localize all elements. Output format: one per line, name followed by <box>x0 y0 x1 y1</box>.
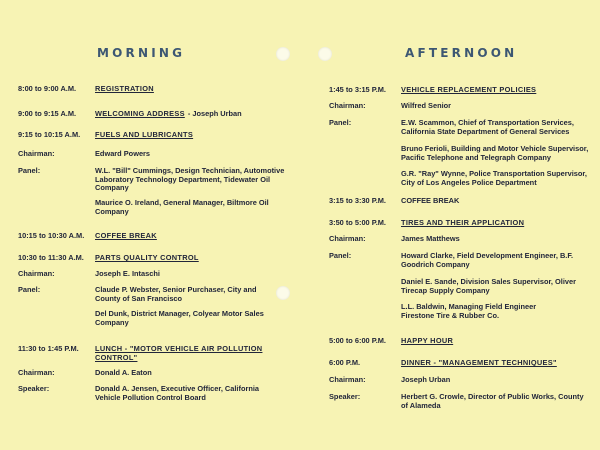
panel-label: Panel: <box>18 166 41 175</box>
panel-member-line: Laboratory Technology Department, Tidewater Oil <box>95 174 271 184</box>
panel-member-line: W.L. "Bill" Cummings, Design Technician, Automotive <box>95 166 285 175</box>
punch-hole-middle <box>276 286 290 300</box>
session-title-group <box>95 110 242 119</box>
panel-member-line: L.L. Baldwin, Managing Field Engineer <box>401 302 537 311</box>
panel-member-line: County of San Francisco <box>95 293 183 303</box>
speaker-line: Donald A. Jensen, Executive Officer, California <box>95 384 260 393</box>
panel-member <box>95 310 264 327</box>
session-title: REGISTRATION <box>95 84 154 93</box>
panel-member <box>401 145 588 162</box>
session-dinner <box>329 359 591 419</box>
panel-member-line: Howard Clarke, Field Development Engineer, B.F. <box>401 251 574 260</box>
speaker-line: Vehicle Pollution Control Board <box>95 392 206 402</box>
session-vehicle-replacement <box>329 86 591 196</box>
session-time: 5:00 to 6:00 P.M. <box>329 336 386 345</box>
chairman-label: Chairman: <box>329 101 366 110</box>
panel-member-line: Company <box>95 317 129 327</box>
panel-label: Panel: <box>329 251 352 260</box>
session-title: WELCOMING ADDRESS <box>95 109 185 118</box>
session-title-line: LUNCH - "MOTOR VEHICLE AIR POLLUTION <box>95 344 263 353</box>
session-title: HAPPY HOUR <box>401 336 454 345</box>
session-title: TIRES AND THEIR APPLICATION <box>401 218 525 227</box>
panel-member-line: Company <box>95 206 129 216</box>
panel-member <box>401 252 573 269</box>
session-tires <box>329 219 591 324</box>
session-title: PARTS QUALITY CONTROL <box>95 253 199 262</box>
session-time: 10:30 to 11:30 A.M. <box>18 253 84 262</box>
session-time: 1:45 to 3:15 P.M. <box>329 85 386 94</box>
panel-member-line: Bruno Ferioli, Building and Motor Vehicle Supervisor, <box>401 144 589 153</box>
punch-hole-right <box>318 47 332 61</box>
panel-member-line: Goodrich Company <box>401 259 470 269</box>
morning-heading: MORNING <box>97 46 186 60</box>
panel-member <box>95 167 284 193</box>
panel-member-line: Tirecap Supply Company <box>401 285 490 295</box>
panel-member <box>401 119 574 136</box>
panel-member-line: Company <box>95 183 129 193</box>
panel-member-line: Claude P. Webster, Senior Purchaser, City and <box>95 285 257 294</box>
speaker-line: of Alameda <box>401 400 441 410</box>
panel-member-line: Del Dunk, District Manager, Colyear Motor Sales <box>95 309 264 318</box>
panel-member-line: City of Los Angeles Police Department <box>401 177 537 187</box>
panel-member-line: Maurice O. Ireland, General Manager, Biltmore Oil <box>95 198 269 207</box>
session-time: 8:00 to 9:00 A.M. <box>18 84 77 93</box>
chairman-label: Chairman: <box>18 368 55 377</box>
chairman-name: James Matthews <box>401 234 460 243</box>
panel-label: Panel: <box>18 285 41 294</box>
session-speaker: - Joseph Urban <box>187 109 242 118</box>
session-title: COFFEE BREAK <box>95 231 157 240</box>
speaker-name <box>95 385 259 402</box>
chairman-label: Chairman: <box>18 269 55 278</box>
speaker-label: Speaker: <box>18 384 50 393</box>
session-parts-quality-control <box>18 254 278 334</box>
session-time: 11:30 to 1:45 P.M. <box>18 344 79 353</box>
panel-member-line: G.R. "Ray" Wynne, Police Transportation Supervisor, <box>401 169 587 178</box>
chairman-name: Joseph E. Intaschi <box>95 269 160 278</box>
session-time: 3:15 to 3:30 P.M. <box>329 196 386 205</box>
session-title <box>95 345 262 362</box>
chairman-name: Joseph Urban <box>401 375 451 384</box>
session-time: 10:15 to 10:30 A.M. <box>18 231 85 240</box>
session-title: DINNER - "MANAGEMENT TECHNIQUES" <box>401 358 557 367</box>
punch-hole-top <box>276 47 290 61</box>
panel-member-line: Firestone Tire & Rubber Co. <box>401 310 500 320</box>
session-time: 9:15 to 10:15 A.M. <box>18 130 81 139</box>
chairman-label: Chairman: <box>329 375 366 384</box>
panel-member <box>401 278 576 295</box>
panel-member-line: E.W. Scammon, Chief of Transportation Services, <box>401 118 574 127</box>
session-title: VEHICLE REPLACEMENT POLICIES <box>401 85 537 94</box>
speaker-name <box>401 393 584 410</box>
panel-member <box>401 303 536 320</box>
speaker-label: Speaker: <box>329 392 361 401</box>
session-time: 3:50 to 5:00 P.M. <box>329 218 386 227</box>
panel-member-line: Pacific Telephone and Telegraph Company <box>401 152 552 162</box>
session-time: 6:00 P.M. <box>329 358 361 367</box>
session-lunch <box>18 345 283 415</box>
panel-label: Panel: <box>329 118 352 127</box>
session-title: FUELS AND LUBRICANTS <box>95 130 194 139</box>
session-title: COFFEE BREAK <box>401 196 460 205</box>
panel-member-line: California State Department of General Services <box>401 126 570 136</box>
chairman-name: Edward Powers <box>95 149 151 158</box>
speaker-line: Herbert G. Crowle, Director of Public Works, County <box>401 392 584 401</box>
chairman-label: Chairman: <box>18 149 55 158</box>
panel-member <box>401 170 587 187</box>
panel-member <box>95 199 269 216</box>
chairman-name: Wilfred Senior <box>401 101 452 110</box>
session-fuels-lubricants <box>18 130 285 221</box>
chairman-label: Chairman: <box>329 234 366 243</box>
chairman-name: Donald A. Eaton <box>95 368 152 377</box>
session-title-line: CONTROL" <box>95 352 138 362</box>
panel-member-line: Daniel E. Sande, Division Sales Supervisor, Oliver <box>401 277 576 286</box>
afternoon-heading: AFTERNOON <box>405 46 518 60</box>
panel-member <box>95 286 257 303</box>
session-time: 9:00 to 9:15 A.M. <box>18 109 77 118</box>
